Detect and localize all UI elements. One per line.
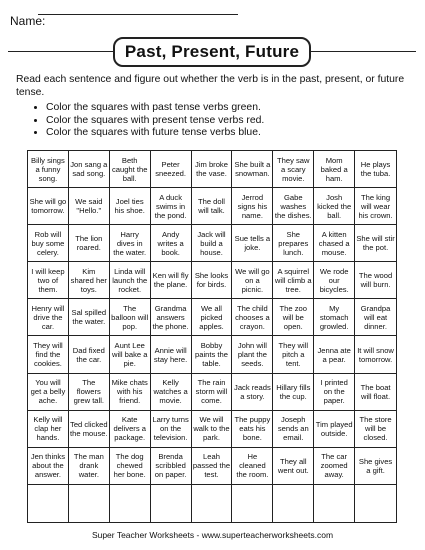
grid-square[interactable]: Jack reads a story. [232, 374, 273, 411]
grid-square[interactable]: Kelly will clap her hands. [28, 411, 69, 448]
grid-square[interactable]: She prepares lunch. [273, 225, 314, 262]
grid-square[interactable]: She will go tomorrow. [28, 188, 69, 225]
grid-square[interactable]: Tim played outside. [314, 411, 355, 448]
name-row [10, 14, 45, 28]
grid-square[interactable]: Kelly watches a movie. [151, 374, 192, 411]
grid-square[interactable] [28, 485, 69, 522]
grid-square[interactable]: A duck swims in the pond. [151, 188, 192, 225]
grid-square[interactable]: Aunt Lee will bake a pie. [110, 336, 151, 373]
grid-square[interactable]: Brenda scribbled on paper. [151, 448, 192, 485]
grid-square[interactable]: Grandma answers the phone. [151, 299, 192, 336]
name-field-line[interactable] [38, 14, 238, 15]
instructions-list [16, 102, 411, 140]
grid-square[interactable]: Linda will launch the rocket. [110, 262, 151, 299]
grid-square[interactable] [192, 485, 233, 522]
grid-square[interactable]: Ken will fly the plane. [151, 262, 192, 299]
instruction-blue: • Color the squares with future tense verbs blue. [46, 127, 411, 140]
grid-square[interactable]: Rob will buy some celery. [28, 225, 69, 262]
grid-square[interactable]: You will get a belly ache. [28, 374, 69, 411]
grid-square[interactable]: The puppy eats his bone. [232, 411, 273, 448]
grid-square[interactable]: Peter sneezed. [151, 151, 192, 188]
grid-square[interactable]: Mike chats with his friend. [110, 374, 151, 411]
grid-square[interactable]: Annie will stay here. [151, 336, 192, 373]
grid-square[interactable]: Larry turns on the television. [151, 411, 192, 448]
grid-square[interactable]: Jen thinks about the answer. [28, 448, 69, 485]
grid-square[interactable]: Bobby paints the table. [192, 336, 233, 373]
grid-square[interactable]: Joseph sends an email. [273, 411, 314, 448]
instructions [16, 74, 411, 140]
title-rule-left [8, 51, 113, 52]
grid-square[interactable]: We said "Hello." [69, 188, 110, 225]
grid-square[interactable]: The lion roared. [69, 225, 110, 262]
grid-square[interactable]: They saw a scary movie. [273, 151, 314, 188]
grid-square[interactable]: Beth caught the ball. [110, 151, 151, 188]
grid-square[interactable]: Grandpa will eat dinner. [355, 299, 396, 336]
grid-square[interactable]: Jerrod signs his name. [232, 188, 273, 225]
grid-square[interactable]: My stomach growled. [314, 299, 355, 336]
grid-square[interactable]: A kitten chased a mouse. [314, 225, 355, 262]
grid-square[interactable]: She gives a gift. [355, 448, 396, 485]
sentence-grid [27, 150, 397, 523]
grid-square[interactable] [314, 485, 355, 522]
grid-square[interactable]: She built a snowman. [232, 151, 273, 188]
grid-square[interactable]: We will walk to the park. [192, 411, 233, 448]
grid-square[interactable]: Dad fixed the car. [69, 336, 110, 373]
grid-square[interactable]: The store will be closed. [355, 411, 396, 448]
grid-square[interactable]: Sal spilled the water. [69, 299, 110, 336]
grid-square[interactable]: A squirrel will climb a tree. [273, 262, 314, 299]
grid-square[interactable] [232, 485, 273, 522]
footer: Super Teacher Worksheets - www.superteacherworksheets.com [91, 530, 334, 540]
grid-square[interactable] [110, 485, 151, 522]
grid-square[interactable]: They all went out. [273, 448, 314, 485]
grid-square[interactable]: She looks for birds. [192, 262, 233, 299]
grid-square[interactable]: The doll will talk. [192, 188, 233, 225]
grid-square[interactable]: The man drank water. [69, 448, 110, 485]
grid-square[interactable] [151, 485, 192, 522]
instruction-red: • Color the squares with present tense verbs red. [46, 115, 411, 128]
grid-square[interactable]: It will snow tomorrow. [355, 336, 396, 373]
title-rule-right [311, 51, 416, 52]
grid-square[interactable]: Henry will drive the car. [28, 299, 69, 336]
grid-square[interactable]: Mom baked a ham. [314, 151, 355, 188]
grid-square[interactable]: Hillary fills the cup. [273, 374, 314, 411]
grid-square[interactable]: John will plant the seeds. [232, 336, 273, 373]
grid-square[interactable]: Jim broke the vase. [192, 151, 233, 188]
grid-square[interactable]: Kim shared her toys. [69, 262, 110, 299]
grid-square[interactable]: I will keep two of them. [28, 262, 69, 299]
grid-square[interactable]: Ted clicked the mouse. [69, 411, 110, 448]
grid-square[interactable]: Leah passed the test. [192, 448, 233, 485]
grid-square[interactable]: Kate delivers a package. [110, 411, 151, 448]
grid-square[interactable]: The car zoomed away. [314, 448, 355, 485]
grid-square[interactable]: Jenna ate a pear. [314, 336, 355, 373]
grid-square[interactable]: The boat will float. [355, 374, 396, 411]
grid-square[interactable]: They will find the cookies. [28, 336, 69, 373]
grid-square[interactable]: He plays the tuba. [355, 151, 396, 188]
grid-square[interactable]: The dog chewed her bone. [110, 448, 151, 485]
grid-square[interactable]: She will stir the pot. [355, 225, 396, 262]
grid-square[interactable]: Andy writes a book. [151, 225, 192, 262]
grid-square[interactable]: The zoo will be open. [273, 299, 314, 336]
grid-square[interactable]: We will go on a picnic. [232, 262, 273, 299]
grid-square[interactable]: Jack will build a house. [192, 225, 233, 262]
grid-square[interactable]: Sue tells a joke. [232, 225, 273, 262]
grid-square[interactable]: We rode our bicycles. [314, 262, 355, 299]
grid-square[interactable]: Gabe washes the dishes. [273, 188, 314, 225]
grid-square[interactable]: Harry dives in the water. [110, 225, 151, 262]
instruction-green: • Color the squares with past tense verbs green. [46, 102, 411, 115]
grid-square[interactable] [273, 485, 314, 522]
grid-square[interactable]: He cleaned the room. [232, 448, 273, 485]
grid-square[interactable]: We all picked apples. [192, 299, 233, 336]
grid-square[interactable]: The wood will burn. [355, 262, 396, 299]
grid-square[interactable] [69, 485, 110, 522]
grid-square[interactable]: Joel ties his shoe. [110, 188, 151, 225]
grid-square[interactable]: Billy sings a funny song. [28, 151, 69, 188]
grid-square[interactable]: I printed on the paper. [314, 374, 355, 411]
grid-square[interactable]: The balloon will pop. [110, 299, 151, 336]
grid-square[interactable]: Jon sang a sad song. [69, 151, 110, 188]
grid-square[interactable]: Josh kicked the ball. [314, 188, 355, 225]
grid-square[interactable]: The rain storm will come. [192, 374, 233, 411]
grid-square[interactable]: The flowers grew tall. [69, 374, 110, 411]
worksheet-title: Past, Present, Future [113, 37, 311, 67]
grid-square[interactable]: The child chooses a crayon. [232, 299, 273, 336]
grid-square[interactable] [355, 485, 396, 522]
instructions-intro: Read each sentence and figure out whether the verb is in the past, present, or future tense. [16, 74, 405, 98]
grid-square[interactable]: The king will wear his crown. [355, 188, 396, 225]
name-label: Name: [10, 14, 46, 28]
grid-square[interactable]: They will pitch a tent. [273, 336, 314, 373]
